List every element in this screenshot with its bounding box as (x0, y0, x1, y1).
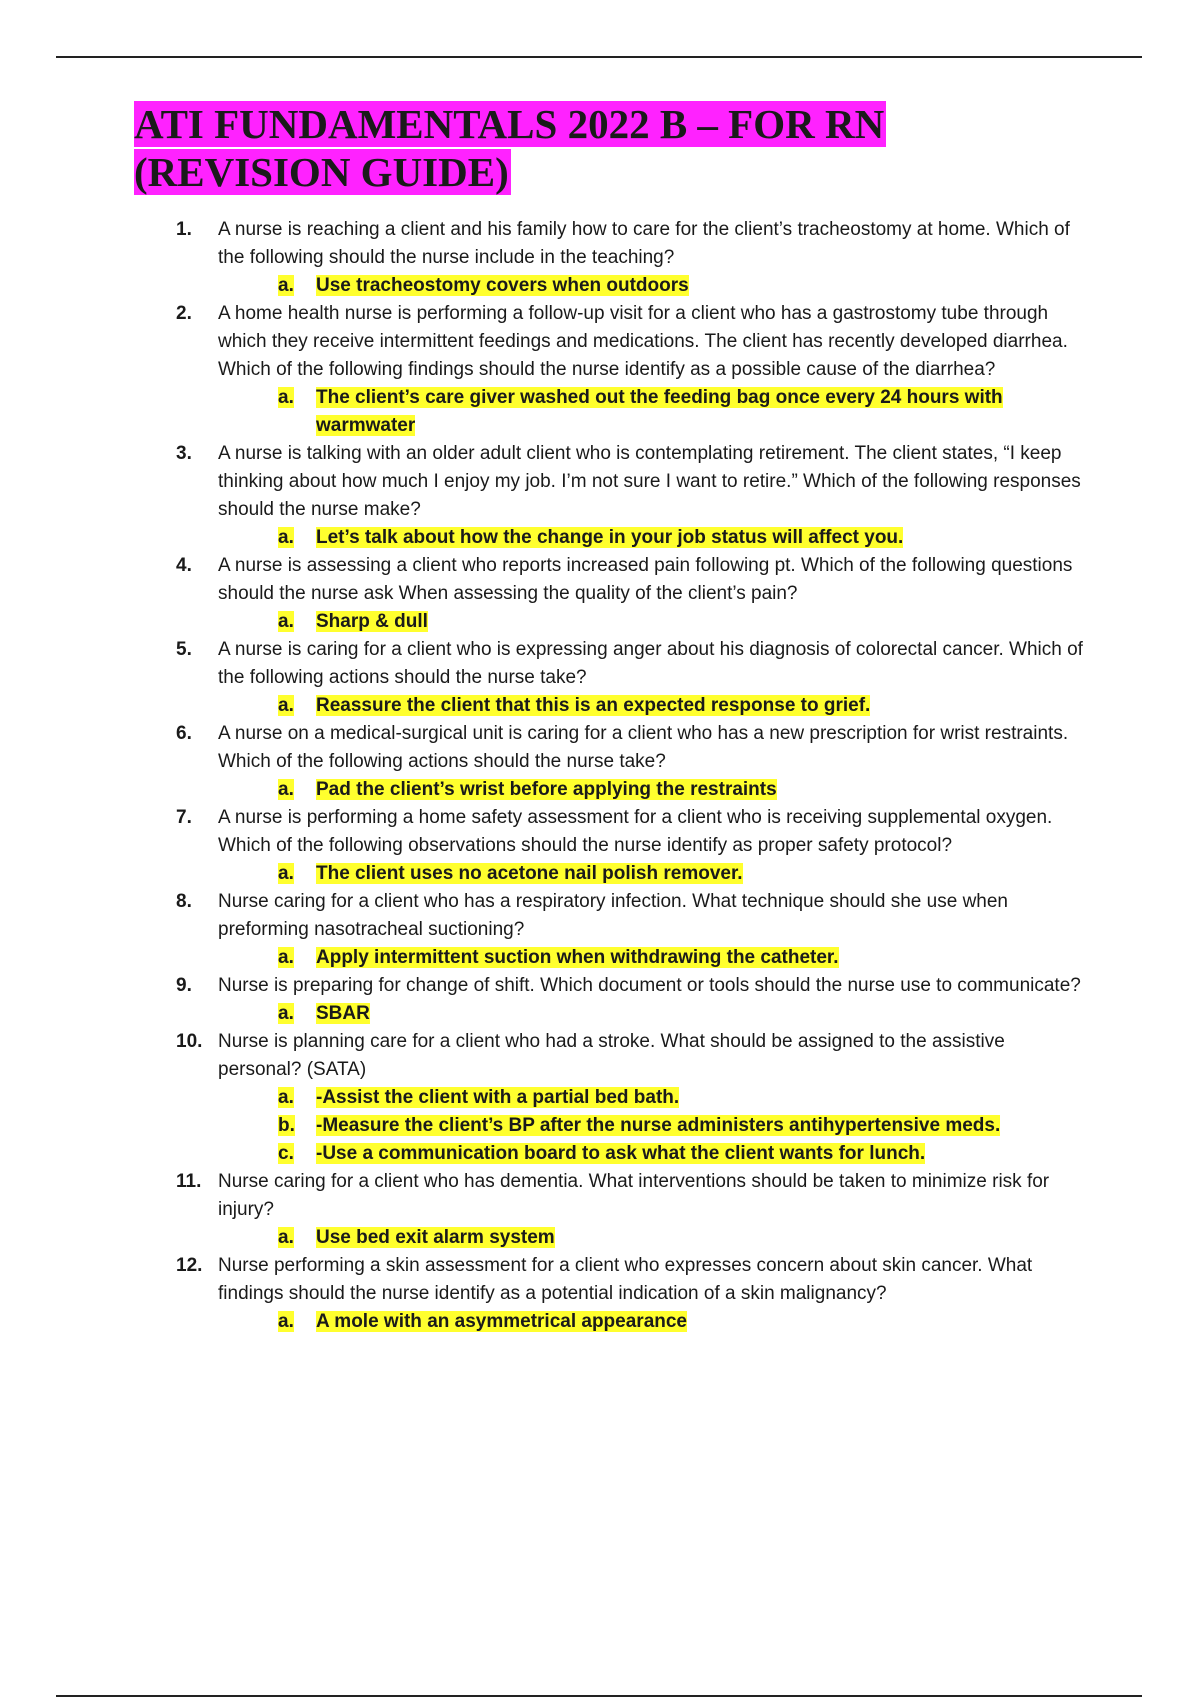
answer-item (278, 608, 1086, 636)
question-text: Nurse is preparing for change of shift. Which document or tools should the nurse use to communicate? (218, 975, 1081, 996)
answer-highlight: -Assist the client with a partial bed bath. (316, 1087, 680, 1108)
answer-item (278, 1000, 1086, 1028)
answer-item (278, 692, 1086, 720)
answer-letter (278, 860, 308, 888)
question-item (176, 300, 1086, 440)
question-text: Nurse performing a skin assessment for a client who expresses concern about skin cancer. What findings should the nurse identify as a potential indication of a skin malignancy? (218, 1255, 1033, 1304)
answer-list (176, 608, 1086, 636)
answer-letter (278, 1112, 308, 1140)
answer-list (176, 1000, 1086, 1028)
answer-letter (278, 1000, 308, 1028)
question-number: 4. (176, 555, 192, 576)
question-text: Nurse is planning care for a client who had a stroke. What should be assigned to the assistive personal? (SATA) (218, 1031, 1005, 1080)
answer-text (316, 776, 1086, 804)
question-item (176, 440, 1086, 552)
question-item (176, 1028, 1086, 1168)
question-text: Nurse caring for a client who has a respiratory infection. What technique should she use when preforming nasotracheal suctioning? (218, 891, 1008, 940)
answer-highlight: Apply intermittent suction when withdrawing the catheter. (316, 947, 839, 968)
answer-letter (278, 1084, 308, 1112)
answer-highlight: Let’s talk about how the change in your job status will affect you. (316, 527, 904, 548)
question-number: 2. (176, 303, 192, 324)
answer-text (316, 524, 1086, 552)
answer-list (176, 272, 1086, 300)
question-number: 9. (176, 975, 192, 996)
answer-highlight: Pad the client’s wrist before applying the restraints (316, 779, 777, 800)
question-number: 3. (176, 443, 192, 464)
page-title (134, 100, 1034, 196)
answer-list (176, 776, 1086, 804)
answer-list (176, 692, 1086, 720)
question-number: 12. (176, 1255, 203, 1276)
answer-item (278, 1140, 1086, 1168)
answer-letter (278, 384, 308, 412)
answer-letter (278, 1224, 308, 1252)
top-rule (56, 56, 1142, 58)
title-line-1: ATI FUNDAMENTALS 2022 B – FOR RN (134, 101, 885, 147)
answer-letter (278, 608, 308, 636)
answer-list (176, 944, 1086, 972)
answer-text (316, 944, 1086, 972)
answer-highlight: The client uses no acetone nail polish remover. (316, 863, 743, 884)
answer-item (278, 1084, 1086, 1112)
answer-item (278, 860, 1086, 888)
answer-text (316, 692, 1086, 720)
answer-item (278, 776, 1086, 804)
answer-letter-highlight: a. (278, 947, 294, 968)
question-item (176, 1252, 1086, 1336)
bottom-rule (56, 1695, 1142, 1697)
question-number: 1. (176, 219, 192, 240)
question-item (176, 552, 1086, 636)
answer-letter-highlight: c. (278, 1143, 294, 1164)
answer-item (278, 524, 1086, 552)
question-text: A nurse on a medical-surgical unit is caring for a client who has a new prescription for wrist restraints. Which of the following actions should the nurse take? (218, 723, 1069, 772)
answer-item (278, 384, 1086, 440)
question-text: A nurse is assessing a client who reports increased pain following pt. Which of the following questions should the nurse ask When assessing the quality of the client’s pain? (218, 555, 1073, 604)
question-item (176, 636, 1086, 720)
answer-item (278, 1224, 1086, 1252)
answer-text (316, 1140, 1086, 1168)
answer-letter-highlight: a. (278, 863, 294, 884)
question-text: A home health nurse is performing a follow-up visit for a client who has a gastrostomy tube through which they receive intermittent feedings and medications. The client has recently developed diarrhea. Which of the following findings should the nurse identify as a possible cause of the diarrhea? (218, 303, 1068, 380)
answer-list (176, 1084, 1086, 1168)
answer-letter-highlight: a. (278, 611, 294, 632)
question-text: A nurse is talking with an older adult client who is contemplating retirement. The client states, “I keep thinking about how much I enjoy my job. I’m not sure I want to retire.” Which of the following responses should the nurse make? (218, 443, 1081, 520)
question-text: A nurse is reaching a client and his family how to care for the client’s tracheostomy at home. Which of the following should the nurse include in the teaching? (218, 219, 1070, 268)
answer-text (316, 608, 1086, 636)
answer-text (316, 1000, 1086, 1028)
answer-list (176, 1308, 1086, 1336)
answer-letter-highlight: a. (278, 1087, 294, 1108)
question-text: Nurse caring for a client who has dementia. What interventions should be taken to minimize risk for injury? (218, 1171, 1050, 1220)
answer-letter (278, 776, 308, 804)
question-list (176, 216, 1086, 1336)
question-text: A nurse is performing a home safety assessment for a client who is receiving supplemental oxygen. Which of the following observations should the nurse identify as proper safety protocol? (218, 807, 1053, 856)
question-text: A nurse is caring for a client who is expressing anger about his diagnosis of colorectal cancer. Which of the following actions should the nurse take? (218, 639, 1083, 688)
question-item (176, 1168, 1086, 1252)
answer-list (176, 1224, 1086, 1252)
answer-letter-highlight: a. (278, 527, 294, 548)
answer-letter (278, 692, 308, 720)
answer-text (316, 1084, 1086, 1112)
answer-list (176, 384, 1086, 440)
answer-highlight: -Use a communication board to ask what the client wants for lunch. (316, 1143, 926, 1164)
answer-letter (278, 1308, 308, 1336)
question-number: 8. (176, 891, 192, 912)
answer-highlight: Sharp & dull (316, 611, 428, 632)
answer-item (278, 944, 1086, 972)
question-number: 7. (176, 807, 192, 828)
answer-letter-highlight: a. (278, 1311, 294, 1332)
answer-text (316, 1308, 1086, 1336)
answer-highlight: Use tracheostomy covers when outdoors (316, 275, 689, 296)
answer-item (278, 272, 1086, 300)
answer-list (176, 860, 1086, 888)
answer-letter (278, 524, 308, 552)
answer-letter-highlight: a. (278, 1227, 294, 1248)
question-item (176, 720, 1086, 804)
answer-letter-highlight: a. (278, 695, 294, 716)
answer-letter (278, 1140, 308, 1168)
answer-text (316, 1224, 1086, 1252)
question-item (176, 216, 1086, 300)
question-number: 11. (176, 1171, 202, 1192)
question-item (176, 972, 1086, 1028)
answer-item (278, 1112, 1086, 1140)
question-number: 10. (176, 1031, 203, 1052)
answer-highlight: Use bed exit alarm system (316, 1227, 555, 1248)
answer-list (176, 524, 1086, 552)
answer-highlight: SBAR (316, 1003, 370, 1024)
title-line-2: (REVISION GUIDE) (134, 149, 509, 195)
answer-item (278, 1308, 1086, 1336)
answer-highlight: A mole with an asymmetrical appearance (316, 1311, 688, 1332)
question-number: 6. (176, 723, 192, 744)
answer-letter-highlight: b. (278, 1115, 295, 1136)
answer-highlight: Reassure the client that this is an expected response to grief. (316, 695, 871, 716)
answer-letter (278, 944, 308, 972)
answer-text (316, 384, 1086, 440)
question-item (176, 804, 1086, 888)
answer-text (316, 1112, 1086, 1140)
answer-letter-highlight: a. (278, 1003, 294, 1024)
question-item (176, 888, 1086, 972)
answer-text (316, 860, 1086, 888)
answer-letter (278, 272, 308, 300)
answer-highlight: -Measure the client’s BP after the nurse administers antihypertensive meds. (316, 1115, 1001, 1136)
answer-letter-highlight: a. (278, 275, 294, 296)
answer-highlight: The client’s care giver washed out the feeding bag once every 24 hours with warmwater (316, 387, 1003, 436)
answer-letter-highlight: a. (278, 779, 294, 800)
question-number: 5. (176, 639, 192, 660)
answer-letter-highlight: a. (278, 387, 294, 408)
answer-text (316, 272, 1086, 300)
